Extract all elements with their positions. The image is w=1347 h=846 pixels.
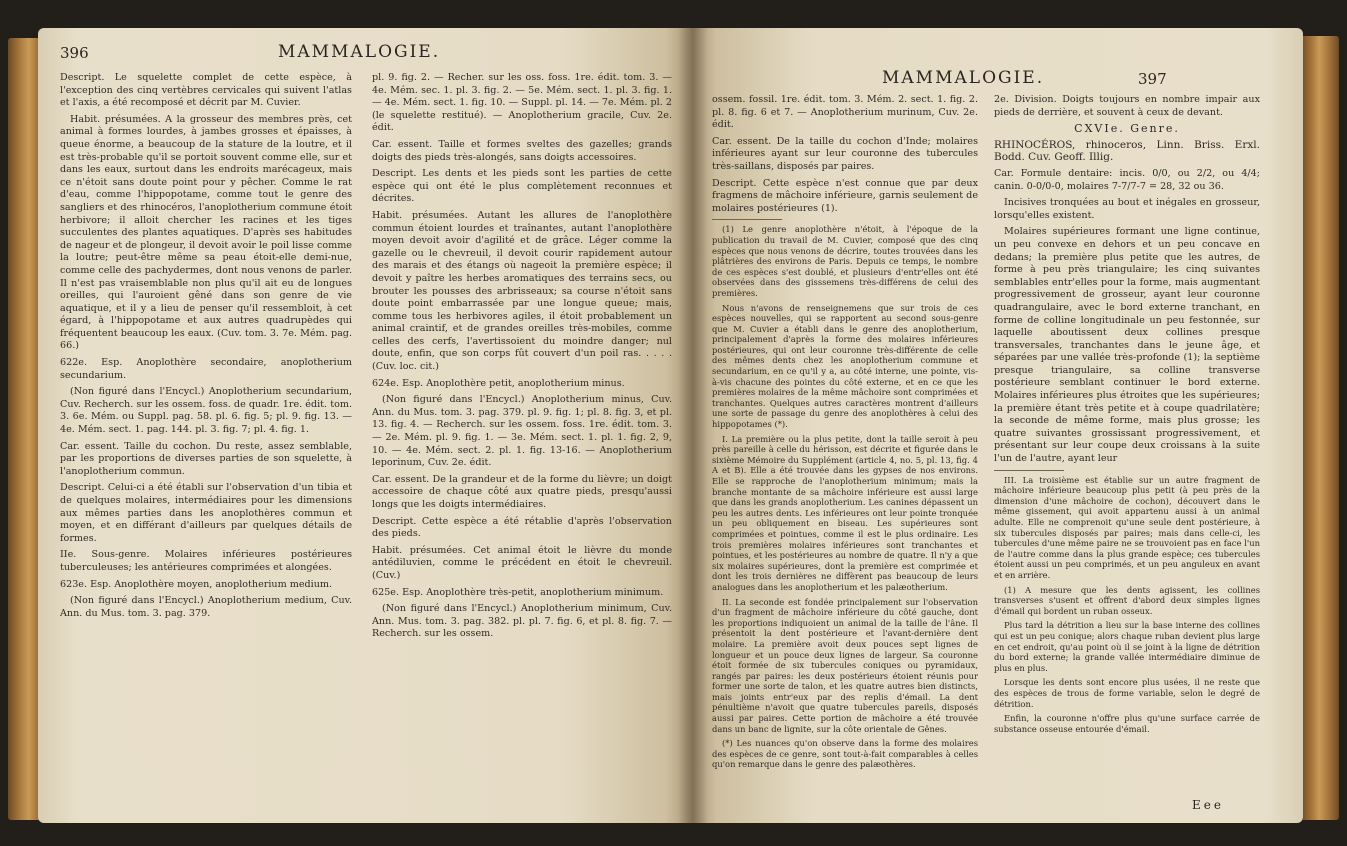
page-number-right: 397 (1138, 70, 1167, 88)
running-head-right: MAMMALOGIE. (882, 68, 1045, 88)
paragraph: Car. essent. De la taille du cochon d'Inde; molaires inférieures ayant sur leur couronne des tubercules très-saillans, disposés par paires. (712, 135, 978, 172)
footnote: Lorsque les dents sont encore plus usées, il ne reste que des espèces de trous de forme variable, selon le degré de détrition. (994, 677, 1260, 709)
open-book (8, 10, 1339, 838)
left-page-column-1 (60, 72, 352, 812)
paragraph: Habit. présumées. A la grosseur des membres près, cet animal à formes lourdes, à jambes grosses et épaisses, à queue énorme, a beaucoup de la stature de la loutre, et il est très-probable qu'il se portoit souvent comme elle, sur et dans les eaux, surtout dans les endroits marécageux, mais ce n'étoit sans doute point pour y pêcher. Comme le rat d'eau, comme l'hippopotame, comme tout le genre des sangliers et des rhinocéros, l'anoplotherium commune étoit herbivore; il alloit chercher les racines et les tiges succulentes des plantes aquatiques. D'après ses habitudes de nageur et de plongeur, il devoit avoir le poil lisse comme la loutre; peut-être même sa peau étoit-elle demi-nue, comme celle des pachydermes, dont nous venons de parler. Il n'est pas vraisemblable non plus qu'il ait eu de longues oreilles, qui l'auroient gêné dans son genre de vie aquatique, et il y a lieu de penser qu'il ressembloit, à cet égard, à l'hippopotame et aux autres quadrupèdes qui fréquentent beaucoup les eaux. (Cuv. tom. 3. 7e. Mém. pag. 66.) (60, 113, 352, 352)
right-page-column-2 (994, 94, 1260, 814)
footnote-rule (994, 470, 1064, 471)
signature-mark: Eee (1192, 798, 1224, 812)
footnote: (*) Les nuances qu'on observe dans la forme des molaires des espèces de ce genre, sont tout-à-fait comparables à celles qu'on remarque dans le genre des palæothères. (712, 738, 978, 770)
footnote: (1) A mesure que les dents agissent, les collines transverses s'usent et offrent d'abord deux simples lignes d'émail qui bordent un ruban osseux. (994, 584, 1260, 616)
paragraph: Car. essent. Taille du cochon. Du reste, assez semblable, par les proportions de diverses parties de son squelette, à l'anoplotherium commun. (60, 440, 352, 477)
species-heading: 622e. Esp. Anoplothère secondaire, anoplotherium secundarium. (60, 357, 352, 381)
footnote: Enfin, la couronne n'offre plus qu'une surface carrée de substance osseuse entourée d'émail. (994, 713, 1260, 734)
footnote: I. La première ou la plus petite, dont la taille seroit à peu près pareille à celle du hérisson, est décrite et figurée dans le sixième Mémoire du Supplément (article 4, no. 5, pl. 13, fig. 4 A et B). Elle a été trouvée dans les gypses de nos environs. Elle se rapproche de l'anoplotherium minimum; mais la branche montante de sa mâchoire inférieure est aussi large que dans les grands anoplotherium. Les canines dépassent un peu les autres dents. Les inférieures ont leur pointe tronquée un peu obliquement en biseau. Les supérieures sont comprimées et pointues, comme il est le plus ordinaire. Les trois premières molaires inférieures sont tranchantes et pointues, et les postérieures au nombre de quatre. Il n'y a que six molaires supérieures, dont la première est comprimée et dont les trois dernières ne diffèrent pas beaucoup de leurs analogues dans les anoplotherium et les palæotherium. (712, 433, 978, 592)
paragraph: (Non figuré dans l'Encycl.) Anoplotherium minimum, Cuv. Ann. Mus. tom. 3. pag. 382. pl. pl. 7. fig. 6, et pl. 8. fig. 7. — Recherch. sur les ossem. (372, 603, 672, 640)
footnote: (1) Le genre anoplothère n'étoit, à l'époque de la publication du travail de M. Cuvier, composé que des cinq espèces que nous venons de décrire, toutes trouvées dans les plâtrières des environs de Paris. Depuis ce temps, le nombre de ces espèces s'est doublé, et plusieurs d'entr'elles ont été observées dans des gisssemens très-différens de celui des premières. (712, 224, 978, 298)
paragraph: pl. 9. fig. 2. — Recher. sur les oss. foss. 1re. édit. tom. 3. — 4e. Mém. sec. 1. pl. 3. fig. 2. — 5e. Mém. sect. 1. pl. 3. fig. 1. — 4e. Mém. sect. 1. fig. 10. — Suppl. pl. 14. — 7e. Mém. pl. 2 (le squelette restitué). — Anoplotherium gracile, Cuv. 2e. édit. (372, 72, 672, 134)
genus-number: CXVIe. Genre. (1074, 122, 1180, 136)
paragraph: Molaires supérieures formant une ligne continue, un peu convexe en dehors et un peu concave en dedans; la première plus petite que les autres, de forme à peu près triangulaire; les cinq suivantes semblables entr'elles pour la forme, mais augmentant progressivement de grosseur, ayant leur couronne quadrangulaire, avec le bord externe tranchant, en forme de colline longitudinale un peu festonnée, sur laquelle aboutissent deux collines presque transversales, tranchantes dans le jeune âge, et séparées par une vallée très-profonde (1); la septième presque triangulaire, sa colline transverse postérieure semblant continuer le bord externe. Molaires inférieures plus étroites que les supérieures; la première étant très petite et à coupe quadrilatère; la seconde de même forme, mais plus grosse; les quatre suivantes grossissant progressivement, et présentant sur leur coupe deux croissans à la suite l'un de l'autre, ayant leur (994, 226, 1260, 465)
right-page-column-1 (712, 94, 978, 814)
species-heading: 624e. Esp. Anoplothère petit, anoplotherium minus. (372, 377, 625, 389)
paragraph: Car. essent. De la grandeur et de la forme du lièvre; un doigt accessoire de chaque côté aux quatre pieds, presqu'aussi longs que les doigts intermédiaires. (372, 473, 672, 510)
paragraph: (Non figuré dans l'Encycl.) Anoplotherium medium, Cuv. Ann. du Mus. tom. 3. pag. 379. (60, 595, 352, 619)
paragraph: Descript. Le squelette complet de cette espèce, à l'exception des cinq vertèbres cervicales qui suivent l'atlas et l'axis, a été recomposé et décrit par M. Cuvier. (60, 72, 352, 109)
book-gutter (678, 28, 708, 823)
division-heading: 2e. Division. Doigts toujours en nombre impair aux pieds de derrière, et souvent à ceux de devant. (994, 94, 1260, 118)
paragraph: (Non figuré dans l'Encycl.) Anoplotherium secundarium, Cuv. Recherch. sur les ossem. foss. de quadr. 1re. édit. tom. 3. 6e. Mém. ou Suppl. pag. 58. pl. 6. fig. 5; pl. 9. fig. 13. — 4e. Mém. sect. 1. pag. 144. pl. 3. fig. 7; pl. 4. fig. 1. (60, 386, 352, 436)
footnote-rule (712, 219, 782, 220)
page-edges-right (1303, 36, 1339, 820)
footnote: II. La seconde est fondée principalement sur l'observation d'un fragment de mâchoire inférieure du côté gauche, dont les proportions indiquoient un animal de la taille de l'âne. Il présentoit la dent postérieure et l'avant-dernière dent molaire. La première avoit deux pouces sept lignes de longueur et un pouce deux lignes de largeur. Sa couronne étoit formée de six tubercules coniques ou pyramidaux, rangés par paires: les deux postérieurs étoient réunis pour former une sorte de talon, et les quatre autres bien distincts, mais joints entr'eux par des replis d'émail. La dent pénultième n'avoit que quatre tubercules pareils, disposés aussi par paires. Cette portion de mâchoire a été trouvée dans un banc de lignite, sur la côte orientale de Gênes. (712, 596, 978, 734)
paragraph: Descript. Cette espèce n'est connue que par deux fragmens de mâchoire inférieure, garnis seulement de molaires postérieures (1). (712, 177, 978, 214)
left-page-column-2 (372, 72, 672, 812)
footnote: Plus tard la détrition a lieu sur la base interne des collines qui est un peu conique; alors chaque ruban devient plus large en cet endroit, qu'au point où il se joint à la ligne de détrition du bord externe; la grande vallée intermédiaire diminue de plus en plus. (994, 620, 1260, 673)
page-number-left: 396 (60, 44, 89, 62)
genus-title: RHINOCÉROS, rhinoceros, Linn. Briss. Erxl. Bodd. Cuv. Geoff. Illig. (994, 138, 1260, 164)
running-head-left: MAMMALOGIE. (278, 42, 441, 62)
paragraph: Descript. Celui-ci a été établi sur l'observation d'un tibia et de quelques molaires, intermédiaires pour les dimensions aux mêmes parties dans les anoplothères commun et moyen, et en différant d'ailleurs par quelques détails de formes. (60, 482, 352, 544)
footnote: Nous n'avons de renseignemens que sur trois de ces espèces nouvelles, qui se rapportent au second sous-genre que M. Cuvier a établi dans le genre des anoplotherium, principalement d'après la forme des molaires inférieures postérieures, qui ont leur couronne très-différente de celle des mêmes dents chez les anoplotherium commune et secundarium, en ce qu'il y a, au côté interne, une pointe, vis-à-vis chacune des pointes du côté externe, et en ce que les premières molaires de la même mâchoire sont comprimées et tranchantes. Quelques autres caractères montrent d'ailleurs une sorte de passage du genre des anoplothères à celui des hippopotames (*). (712, 302, 978, 430)
paragraph: (Non figuré dans l'Encycl.) Anoplotherium minus, Cuv. Ann. du Mus. tom. 3. pag. 379. pl. 9. fig. 1; pl. 8. fig. 3, et pl. 13. fig. 4. — Recherch. sur les ossem. foss. 1re. édit. tom. 3. — 2e. Mém. pl. 9. fig. 1. — 3e. Mém. sect. 1. pl. 1. fig. 2, 9, 10. — 4e. Mém. sect. 2. pl. 1. fig. 13-16. — Anoplotherium leporinum, Cuv. 2e. édit. (372, 394, 672, 469)
paragraph: Descript. Les dents et les pieds sont les parties de cette espèce qui ont été le plus complètement reconnues et décrites. (372, 168, 672, 205)
paragraph: Incisives tronquées au bout et inégales en grosseur, lorsqu'elles existent. (994, 197, 1260, 221)
footnote: III. La troisième est établie sur un autre fragment de mâchoire inférieure beaucoup plus petit (à peu près de la dimension d'une mâchoire de cochon), découvert dans le même gissement, qui avoit appartenu aussi à un animal adulte. Elle ne comprenoit qu'une seule dent postérieure, à six tubercules disposés par paires; mais dans celle-ci, les tubercules d'une même paire ne se trouvoient pas en face l'un de l'autre comme dans la plus grande espèce; ces tubercules étoient aussi un peu comprimés, et un peu anguleux en avant et en arrière. (994, 474, 1260, 580)
species-heading: 625e. Esp. Anoplothère très-petit, anoplotherium minimum. (372, 586, 664, 598)
dental-formula: Car. Formule dentaire: incis. 0/0, ou 2/2, ou 4/4; canin. 0-0/0-0, molaires 7-7/7-7 = 28, 32 ou 36. (994, 167, 1260, 192)
species-heading: 623e. Esp. Anoplothère moyen, anoplotherium medium. (60, 578, 333, 590)
right-page (692, 28, 1303, 823)
subgenus-heading: IIe. Sous-genre. Molaires inférieures postérieures tuberculeuses; les antérieures comprimées et alongées. (60, 549, 352, 573)
left-page (38, 28, 692, 823)
paragraph: Car. essent. Taille et formes sveltes des gazelles; grands doigts des pieds très-alongés, sans doigts accessoires. (372, 138, 672, 163)
paragraph: ossem. fossil. 1re. édit. tom. 3. Mém. 2. sect. 1. fig. 2. pl. 8. fig. 6 et 7. — Anoplotherium murinum, Cuv. 2e. édit. (712, 94, 978, 131)
paragraph: Descript. Cette espèce a été rétablie d'après l'observation des pieds. (372, 515, 672, 540)
paragraph: Habit. présumées. Autant les allures de l'anoplothère commun étoient lourdes et traînantes, autant l'anoplothère moyen devoit avoir d'agilité et de grâce. Léger comme la gazelle ou le chevreuil, il devoit courir rapidement autour des marais et des étangs où nageoit la première espèce; il devoit y paître les herbes aromatiques des terrains secs, ou brouter les pousses des arbrisseaux; sa course n'étoit sans doute point embarrassée par une longue queue; mais, comme tous les herbivores agiles, il étoit probablement un animal craintif, et de grandes oreilles très-mobiles, comme celles des cerfs, l'avertissoient du moindre danger; nul doute, enfin, que son corps fût couvert d'un poil ras. . . . . (Cuv. loc. cit.) (372, 209, 672, 373)
paragraph: Habit. présumées. Cet animal étoit le lièvre du monde antédiluvien, comme le précédent en étoit le chevreuil. (Cuv.) (372, 544, 672, 581)
